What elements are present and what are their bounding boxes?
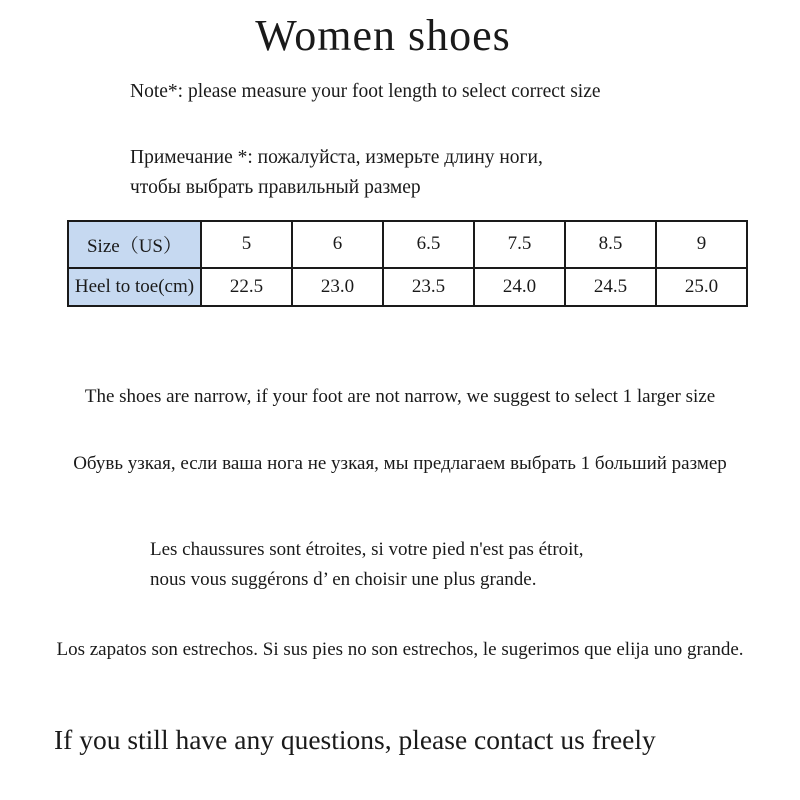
size-row — [68, 221, 747, 268]
narrow-notice-french-line-1: Les chaussures sont étroites, si votre pied n'est pas étroit, — [150, 539, 584, 560]
size-row-label: Size（US） — [68, 221, 201, 268]
size-cell: 6.5 — [383, 221, 474, 268]
length-row — [68, 268, 747, 307]
narrow-notice-french-line-2: nous vous suggérons d’ en choisir une plus grande. — [150, 569, 537, 590]
length-row-label: Heel to toe(cm) — [68, 268, 201, 307]
page-title: Women shoes — [255, 11, 511, 60]
note-russian-line-2: чтобы выбрать правильный размер — [130, 177, 421, 198]
narrow-notice-russian: Обувь узкая, если ваша нога не узкая, мы предлагаем выбрать 1 больший размер — [73, 453, 727, 474]
contact-message: If you still have any questions, please contact us freely — [54, 724, 656, 755]
size-cell: 8.5 — [565, 221, 656, 268]
narrow-notice-english: The shoes are narrow, if your foot are not narrow, we suggest to select 1 larger size — [84, 386, 716, 407]
length-cell: 22.5 — [201, 268, 292, 307]
note-russian — [130, 143, 543, 203]
length-cell: 25.0 — [656, 268, 747, 307]
size-cell: 7.5 — [474, 221, 565, 268]
size-cell: 6 — [292, 221, 383, 268]
size-cell: 5 — [201, 221, 292, 268]
narrow-notice-spanish: Los zapatos son estrechos. Si sus pies no son estrechos, le sugerimos que elija uno grande. — [56, 639, 744, 660]
length-cell: 23.5 — [383, 268, 474, 307]
narrow-notice-french — [150, 535, 583, 595]
size-cell: 9 — [656, 221, 747, 268]
length-cell: 24.0 — [474, 268, 565, 307]
note-english: Note*: please measure your foot length to select correct size — [130, 81, 601, 102]
note-russian-line-1: Примечание *: пожалуйста, измерьте длину ноги, — [130, 147, 543, 168]
size-chart-table — [67, 220, 748, 307]
length-cell: 23.0 — [292, 268, 383, 307]
length-cell: 24.5 — [565, 268, 656, 307]
